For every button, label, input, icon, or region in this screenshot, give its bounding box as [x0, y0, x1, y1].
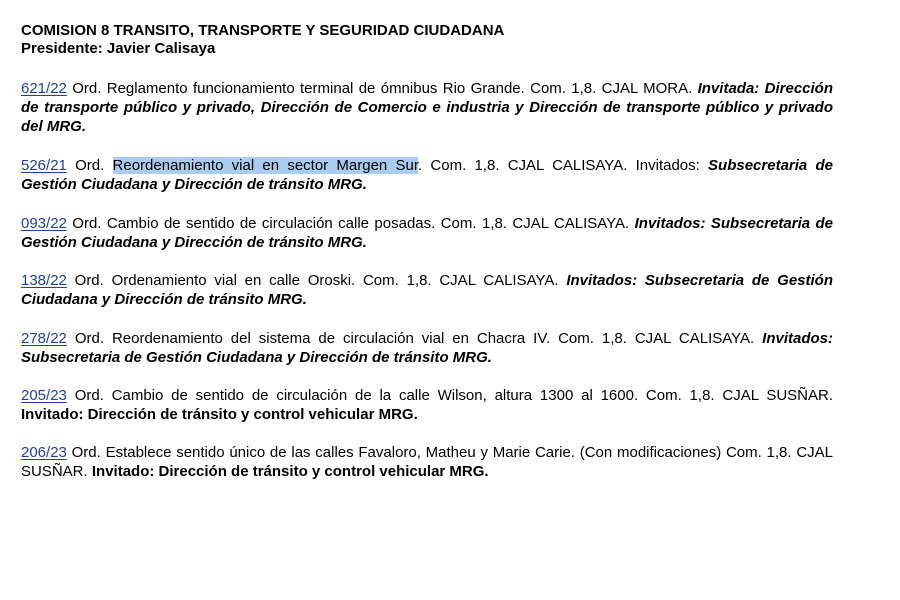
entry-621-22: [21, 79, 833, 136]
entry-text: Ord. Cambio de sentido de circulación de la calle Wilson, altura 1300 al 1600. Com. 1,8. CJAL SUSÑAR.: [66, 387, 833, 404]
highlighted-text[interactable]: Reordenamiento vial en sector Margen Sur: [112, 157, 418, 174]
entry-093-22: [21, 214, 833, 252]
file-number-link[interactable]: 206/23: [21, 444, 67, 461]
file-number-link[interactable]: 205/23: [21, 387, 67, 404]
entry-text: Ord.: [66, 157, 113, 174]
entry-206-23: [21, 443, 833, 481]
entry-text: . Com. 1,8. CJAL CALISAYA. Invitados:: [418, 157, 709, 174]
file-number-link[interactable]: 138/22: [21, 272, 67, 289]
entry-text: Ord. Cambio de sentido de circulación calle posadas. Com. 1,8. CJAL CALISAYA.: [66, 215, 635, 232]
entry-text: Ord. Reordenamiento del sistema de circulación vial en Chacra IV. Com. 1,8. CJAL CALISAYA.: [66, 330, 763, 347]
entry-138-22: [21, 271, 833, 309]
entry-text: Ord. Reglamento funcionamiento terminal de ómnibus Rio Grande. Com. 1,8. CJAL MORA.: [66, 80, 698, 97]
commission-title: COMISION 8 TRANSITO, TRANSPORTE Y SEGURIDAD CIUDADANA: [21, 22, 505, 39]
entry-278-22: [21, 329, 833, 367]
entry-invited: Invitados: Subsecretaria de Gestión Ciudadana y Dirección de tránsito MRG.: [21, 215, 833, 251]
entry-invited: Invitados: Subsecretaria de Gestión Ciudadana y Dirección de tránsito MRG.: [21, 330, 833, 366]
entry-text: Ord. Establece sentido único de las calles Favaloro, Matheu y Marie Carie. (Con modificaciones) Com. 1,8. CJAL SUSÑAR.: [21, 444, 833, 480]
entry-205-23: [21, 386, 833, 424]
president-line: Presidente: Javier Calisaya: [21, 40, 216, 57]
entry-text: Ord. Ordenamiento vial en calle Oroski. Com. 1,8. CJAL CALISAYA.: [66, 272, 567, 289]
file-number-link[interactable]: 278/22: [21, 330, 67, 347]
file-number-link[interactable]: 526/21: [21, 157, 67, 174]
entry-invited: Subsecretaria de Gestión Ciudadana y Dirección de tránsito MRG.: [21, 157, 834, 193]
entry-invited: Invitado: Dirección de tránsito y control vehicular MRG.: [91, 463, 489, 480]
document-header: [21, 22, 504, 58]
entry-invited: Invitados: Subsecretaria de Gestión Ciudadana y Dirección de tránsito MRG.: [21, 272, 833, 308]
entry-invited: Invitada: Dirección de transporte público y privado, Dirección de Comercio e industria y Dirección de transporte público y privado del MRG.: [21, 80, 833, 135]
file-number-link[interactable]: 093/22: [21, 215, 67, 232]
entry-invited: Invitado: Dirección de tránsito y control vehicular MRG.: [21, 406, 418, 423]
file-number-link[interactable]: 621/22: [21, 80, 67, 97]
entry-526-21: [21, 156, 833, 194]
